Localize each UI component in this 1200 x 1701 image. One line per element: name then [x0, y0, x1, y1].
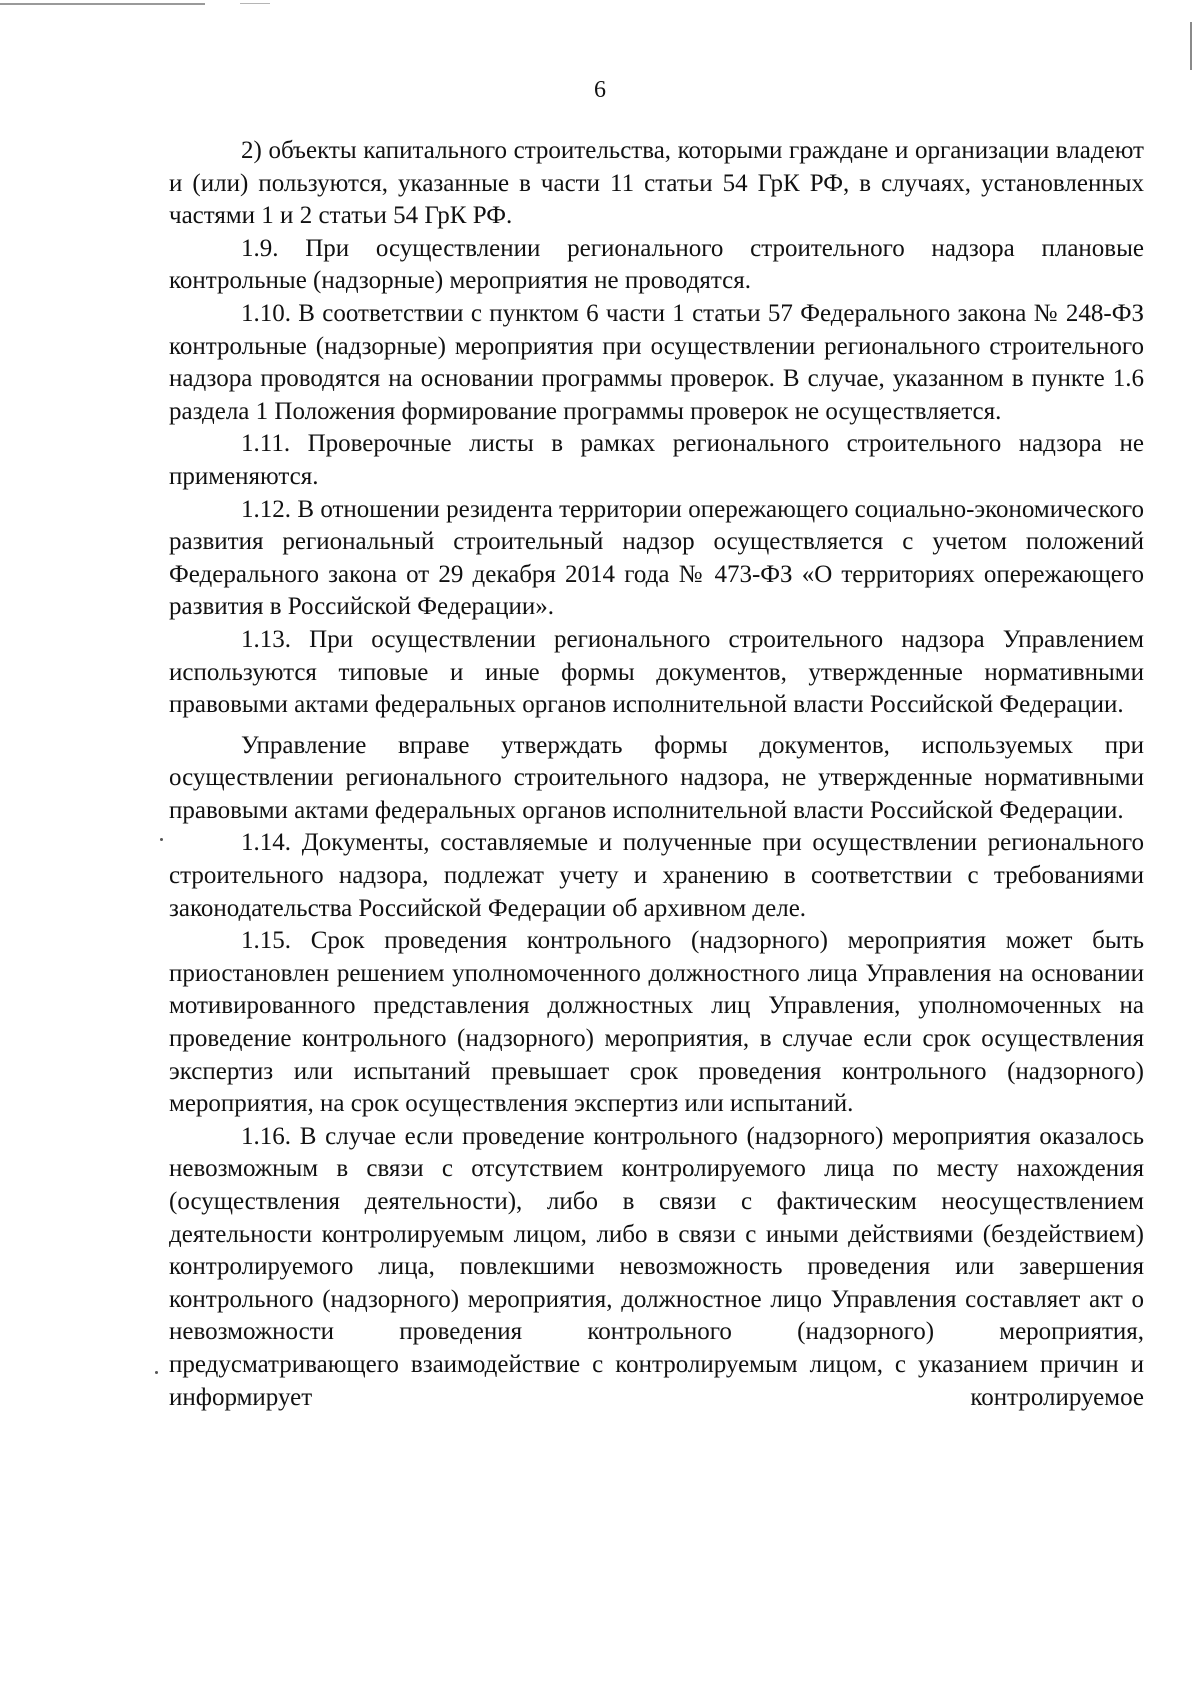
scan-edge-mark [1190, 22, 1192, 70]
scan-speck [160, 838, 163, 841]
paragraph-1-15: 1.15. Срок проведения контрольного (надзорного) мероприятия может быть приостановлен решением уполномоченного должностного лица Управления на основании мотивированного представления должностных лиц Управления, уполномоченных на проведение контрольного (надзорного) мероприятия, в случае если срок осуществления экспертиз или испытаний превышает срок проведения контрольного (надзорного) мероприятия, на срок осуществления экспертиз или испытаний. [169, 927, 1144, 1118]
paragraph-1-13: 1.13. При осуществлении регионального строительного надзора Управлением используются типовые и иные формы документов, утвержденные нормативными правовыми актами федеральных органов исполнительной власти Российской Федерации. [169, 625, 1144, 719]
paragraph-1-14: 1.14. Документы, составляемые и полученные при осуществлении регионального строительного надзора, подлежат учету и хранению в соответствии с требованиями законодательства Российской Федерации об архивном деле. [169, 829, 1144, 922]
document-body [169, 135, 1144, 1414]
page-number: 6 [594, 77, 606, 103]
paragraph-1-12: 1.12. В отношении резидента территории опережающего социально-экономического развития региональный строительный надзор осуществляется с учетом положений Федерального закона от 29 декабря 2014 года № 473-ФЗ «О территориях опережающего развития в Российской Федерации». [169, 495, 1144, 621]
scan-speck [155, 1371, 158, 1374]
paragraph-1-10: 1.10. В соответствии с пунктом 6 части 1 статьи 57 Федерального закона № 248-ФЗ контрольные (надзорные) мероприятия при осуществлении регионального строительного надзора проводятся на основании программы проверок. В случае, указанном в пункте 1.6 раздела 1 Положения формирование программы проверок не осуществляется. [169, 299, 1144, 425]
scan-edge-mark [0, 3, 205, 5]
paragraph-forms: Управление вправе утверждать формы документов, используемых при осуществлении регионального строительного надзора, не утвержденные нормативными правовыми актами федеральных органов исполнительной власти Российской Федерации. [169, 731, 1144, 824]
scan-edge-mark [240, 3, 270, 4]
paragraph-item-2: 2) объекты капитального строительства, которыми граждане и организации владеют и (или) пользуются, указанные в части 11 статьи 54 ГрК РФ, в случаях, установленных частями 1 и 2 статьи 54 ГрК РФ. [169, 137, 1144, 230]
paragraph-1-9: 1.9. При осуществлении регионального строительного надзора плановые контрольные (надзорные) мероприятия не проводятся. [169, 234, 1144, 295]
paragraph-1-16: 1.16. В случае если проведение контрольного (надзорного) мероприятия оказалось невозможным в связи с отсутствием контролируемого лица по месту нахождения (осуществления деятельности), либо в связи с фактическим неосуществлением деятельности контролируемым лицом, либо в связи с иными действиями (бездействием) контролируемого лица, повлекшими невозможность проведения или завершения контрольного (надзорного) мероприятия, должностное лицо Управления составляет акт о невозможности проведения контрольного (надзорного) мероприятия, предусматривающего взаимодействие с контролируемым лицом, с указанием причин и информирует контролируемое [169, 1122, 1144, 1411]
paragraph-1-11: 1.11. Проверочные листы в рамках регионального строительного надзора не применяются. [169, 430, 1144, 490]
